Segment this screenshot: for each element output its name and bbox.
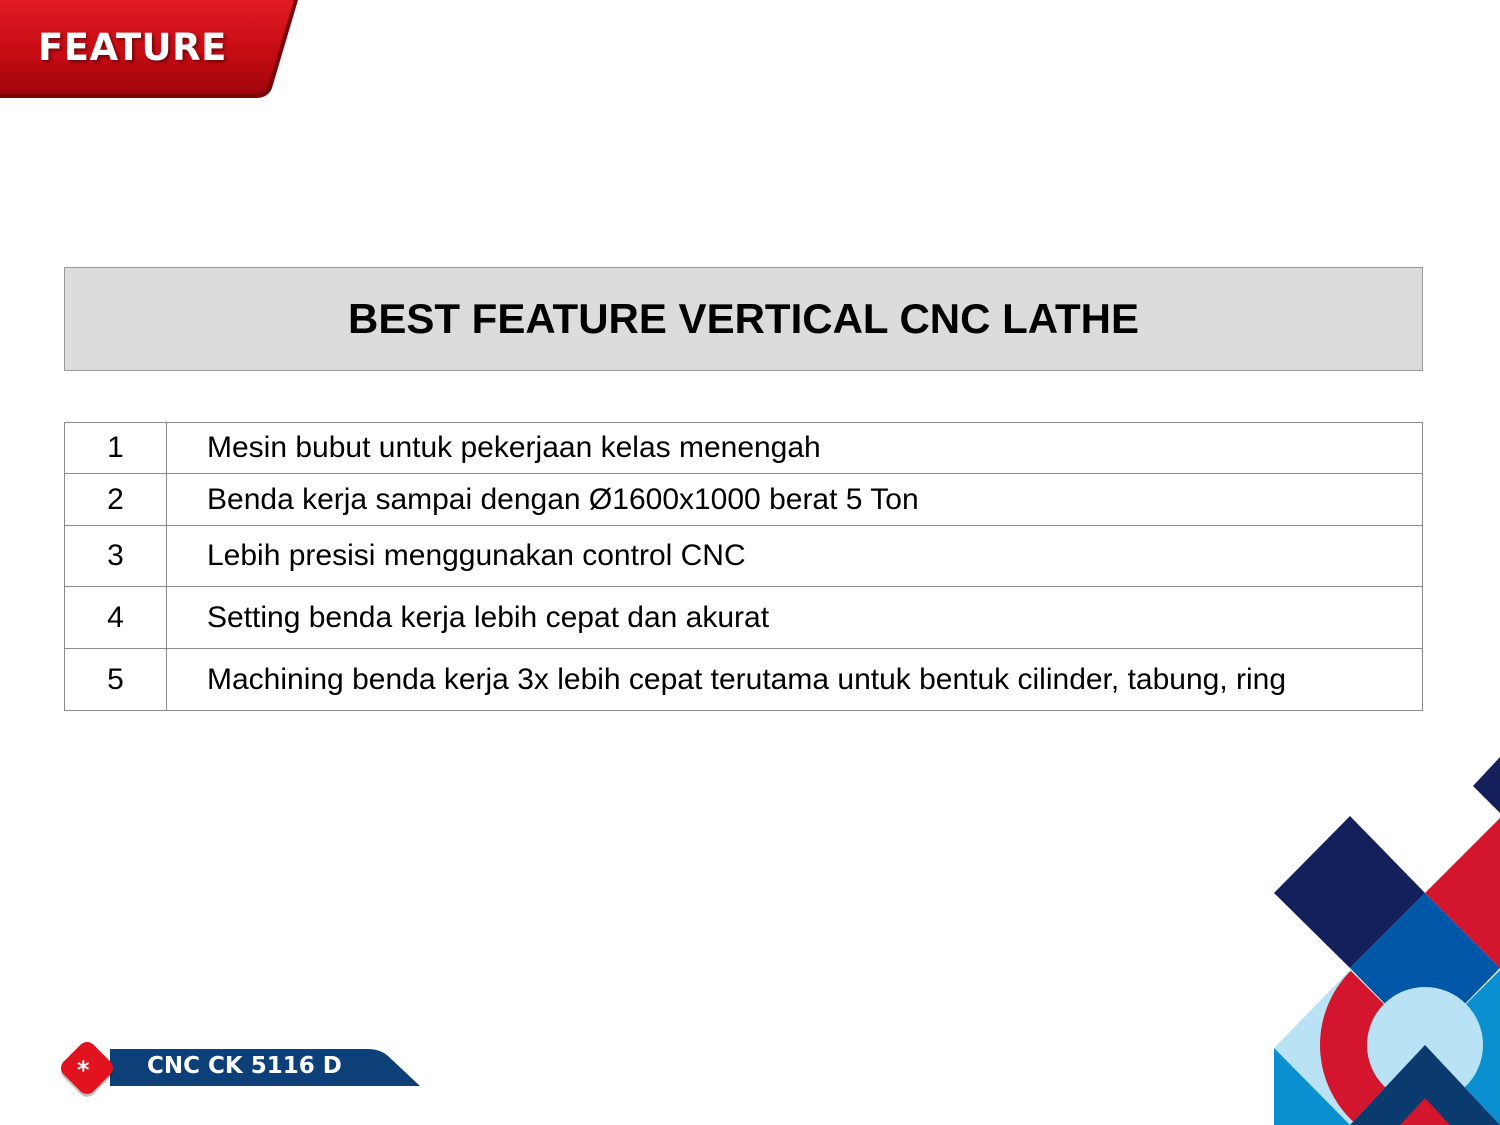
table-row <box>65 474 1423 526</box>
feature-number: 3 <box>65 526 167 587</box>
feature-number: 5 <box>65 649 167 711</box>
asterisk-icon: * <box>77 1056 90 1084</box>
product-name: CNC CK 5116 D <box>147 1053 342 1079</box>
feature-text: Setting benda kerja lebih cepat dan akurat <box>167 587 1423 649</box>
product-badge <box>50 1036 430 1100</box>
table-row <box>65 423 1423 474</box>
corner-decoration <box>1260 755 1500 1125</box>
feature-number: 1 <box>65 423 167 474</box>
page-title: BEST FEATURE VERTICAL CNC LATHE <box>347 295 1139 342</box>
feature-number: 4 <box>65 587 167 649</box>
feature-table <box>64 422 1423 711</box>
table-row <box>65 587 1423 649</box>
feature-text: Machining benda kerja 3x lebih cepat terutama untuk bentuk cilinder, tabung, ring <box>167 649 1423 711</box>
feature-banner <box>0 0 300 100</box>
feature-text: Lebih presisi menggunakan control CNC <box>167 526 1423 587</box>
section-label: FEATURE <box>38 26 227 69</box>
table-row <box>65 526 1423 587</box>
feature-number: 2 <box>65 474 167 526</box>
feature-text: Benda kerja sampai dengan Ø1600x1000 berat 5 Ton <box>167 474 1423 526</box>
title-box <box>64 267 1423 371</box>
navy-diamond-small <box>1473 757 1500 813</box>
feature-text: Mesin bubut untuk pekerjaan kelas menengah <box>167 423 1423 474</box>
table-row <box>65 649 1423 711</box>
